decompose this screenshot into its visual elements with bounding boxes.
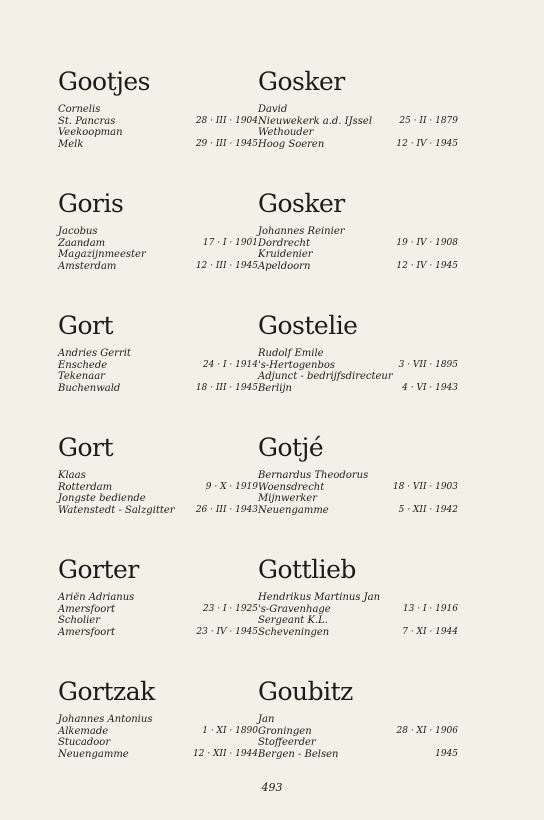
entry-line-text: Zaandam	[58, 237, 106, 249]
entry-line	[58, 470, 258, 482]
entry-date: 5 · XII · 1942	[398, 504, 458, 515]
entry-date: 18 · III · 1945	[195, 382, 258, 393]
entry-line	[258, 249, 458, 261]
entry-line	[258, 714, 458, 726]
entry-line	[58, 371, 258, 383]
entry-date: 3 · VII · 1895	[398, 359, 458, 370]
entry-line	[258, 627, 458, 639]
name-entry	[258, 312, 458, 434]
entry-line	[58, 249, 258, 261]
entry-line	[258, 737, 458, 749]
entry-line-text: Stucadoor	[58, 737, 111, 748]
entry-line	[258, 604, 458, 616]
entry-line	[258, 139, 458, 151]
surname-heading: Gosker	[258, 189, 345, 218]
entry-line	[58, 238, 258, 250]
entry-date: 9 · X · 1919	[205, 481, 258, 492]
entry-date: 25 · II · 1879	[399, 115, 458, 126]
entry-line-text: David	[258, 104, 288, 115]
entry-line	[258, 470, 458, 482]
left-column	[58, 68, 258, 800]
entry-line-text: Johannes Reinier	[258, 226, 345, 237]
surname-heading: Gottlieb	[258, 555, 356, 584]
entry-date: 26 · III · 1943	[195, 504, 258, 515]
entry-line	[58, 482, 258, 494]
entry-line-text: Enschede	[58, 359, 108, 371]
entry-line	[258, 127, 458, 139]
entry-date: 12 · XII · 1944	[192, 748, 258, 759]
entry-line	[58, 360, 258, 372]
entry-line-text: Watenstedt - Salzgitter	[58, 504, 175, 516]
entry-line	[58, 749, 258, 761]
entry-line-text: Johannes Antonius	[58, 714, 153, 725]
entry-line-text: Amersfoort	[58, 603, 116, 615]
entry-line	[58, 116, 258, 128]
entry-date: 4 · VI · 1943	[402, 382, 458, 393]
entry-line-text: St. Pancras	[58, 115, 116, 127]
name-entry	[58, 312, 258, 434]
name-entry	[258, 190, 458, 312]
entry-date: 1945	[435, 748, 458, 759]
entry-line	[258, 749, 458, 761]
entry-line-text: Neuengamme	[258, 504, 329, 516]
entry-line-text: Scholier	[58, 615, 101, 626]
entry-line	[258, 360, 458, 372]
entry-date: 7 · XI · 1944	[402, 626, 458, 637]
entry-line-text: Bernardus Theodorus	[258, 470, 369, 481]
entry-line-text: Rudolf Emile	[258, 348, 324, 359]
surname-heading: Gort	[58, 433, 114, 462]
entry-line	[58, 627, 258, 639]
entry-date: 12 · IV · 1945	[396, 138, 458, 149]
entry-line	[258, 348, 458, 360]
entry-line	[58, 139, 258, 151]
entry-line-text: Tekenaar	[58, 371, 105, 382]
surname-heading: Gort	[58, 311, 114, 340]
entry-line	[58, 592, 258, 604]
entry-line-text: Dordrecht	[258, 237, 310, 249]
entry-date: 18 · VII · 1903	[392, 481, 458, 492]
entry-line-text: Veekoopman	[58, 127, 123, 138]
entry-line	[58, 348, 258, 360]
surname-heading: Gostelie	[258, 311, 358, 340]
name-entry	[258, 68, 458, 190]
entry-date: 24 · I · 1914	[202, 359, 258, 370]
entry-line-text: Berlijn	[258, 382, 292, 394]
surname-heading: Gorter	[58, 555, 139, 584]
surname-heading: Gotjé	[258, 433, 324, 462]
entry-line-text: Bergen - Belsen	[258, 748, 339, 760]
entry-line-text: Amersfoort	[58, 626, 116, 638]
surname-heading: Gosker	[258, 67, 345, 96]
entry-line-text: 's-Gravenhage	[258, 603, 331, 615]
entry-line	[258, 505, 458, 517]
entry-line-text: Kruidenier	[258, 249, 313, 260]
entry-line-text: Jacobus	[58, 226, 98, 237]
entry-line	[258, 493, 458, 505]
entry-line	[58, 104, 258, 116]
name-entry	[58, 190, 258, 312]
name-entry	[58, 434, 258, 556]
right-column	[258, 68, 458, 800]
entry-date: 19 · IV · 1908	[396, 237, 458, 248]
entry-line-text: Ariën Adrianus	[58, 592, 135, 603]
entry-line	[58, 493, 258, 505]
entry-date: 28 · III · 1904	[195, 115, 258, 126]
entry-line	[258, 104, 458, 116]
page-number: 493	[261, 781, 283, 794]
entry-line-text: Woensdrecht	[258, 481, 325, 493]
surname-heading: Gootjes	[58, 67, 150, 96]
entry-line-text: Magazijnmeester	[58, 249, 146, 260]
entry-line	[58, 615, 258, 627]
entry-date: 12 · IV · 1945	[396, 260, 458, 271]
entry-line-text: Hendrikus Martinus Jan	[258, 592, 381, 603]
entry-line-text: Apeldoorn	[258, 260, 311, 272]
entry-line	[58, 261, 258, 273]
entry-line-text: Jongste bediende	[58, 493, 146, 504]
entry-line-text: Alkemade	[58, 725, 109, 737]
entry-line	[258, 226, 458, 238]
entry-line	[258, 371, 458, 383]
entry-line	[58, 714, 258, 726]
entry-line	[58, 226, 258, 238]
entry-line-text: 's-Hertogenbos	[258, 359, 336, 371]
entry-line-text: Stoffeerder	[258, 737, 316, 748]
entry-line-text: Groningen	[258, 725, 312, 737]
entry-line-text: Klaas	[58, 470, 86, 481]
entry-date: 17 · I · 1901	[202, 237, 258, 248]
entry-line	[258, 261, 458, 273]
entry-line-text: Jan	[258, 714, 275, 725]
entry-line-text: Hoog Soeren	[258, 138, 325, 150]
entry-line	[58, 737, 258, 749]
entry-line-text: Sergeant K.L.	[258, 615, 328, 626]
entry-date: 13 · I · 1916	[402, 603, 458, 614]
entry-line	[58, 127, 258, 139]
entry-line-text: Rotterdam	[58, 481, 113, 493]
entry-line-text: Wethouder	[258, 127, 314, 138]
entry-line	[258, 116, 458, 128]
entry-date: 28 · XI · 1906	[396, 725, 458, 736]
entry-line-text: Amsterdam	[58, 260, 117, 272]
entry-line-text: Buchenwald	[58, 382, 121, 394]
entry-line	[258, 592, 458, 604]
entry-line	[258, 615, 458, 627]
surname-heading: Goris	[58, 189, 124, 218]
entry-line-text: Cornelis	[58, 104, 101, 115]
surname-heading: Gortzak	[58, 677, 155, 706]
entry-date: 12 · III · 1945	[195, 260, 258, 271]
entry-line	[58, 604, 258, 616]
entry-line	[58, 726, 258, 738]
entry-date: 23 · IV · 1945	[196, 626, 258, 637]
entry-line-text: Adjunct - bedrijfsdirecteur	[258, 371, 393, 382]
entry-date: 29 · III · 1945	[195, 138, 258, 149]
entry-line-text: Neuengamme	[58, 748, 129, 760]
entry-line-text: Melk	[58, 138, 84, 150]
entry-line	[258, 482, 458, 494]
entry-line-text: Nieuwekerk a.d. IJssel	[258, 115, 373, 127]
entry-line	[258, 383, 458, 395]
name-entry	[58, 556, 258, 678]
entry-line	[258, 238, 458, 250]
entry-date: 23 · I · 1925	[202, 603, 258, 614]
entry-line-text: Mijnwerker	[258, 493, 317, 504]
name-entry	[58, 68, 258, 190]
surname-heading: Goubitz	[258, 677, 353, 706]
entry-line-text: Andries Gerrit	[58, 348, 131, 359]
entry-line	[58, 383, 258, 395]
entry-line	[258, 726, 458, 738]
name-entry	[258, 556, 458, 678]
entry-line	[58, 505, 258, 517]
entry-date: 1 · XI · 1890	[202, 725, 258, 736]
name-entry	[258, 434, 458, 556]
entry-line-text: Scheveningen	[258, 626, 330, 638]
